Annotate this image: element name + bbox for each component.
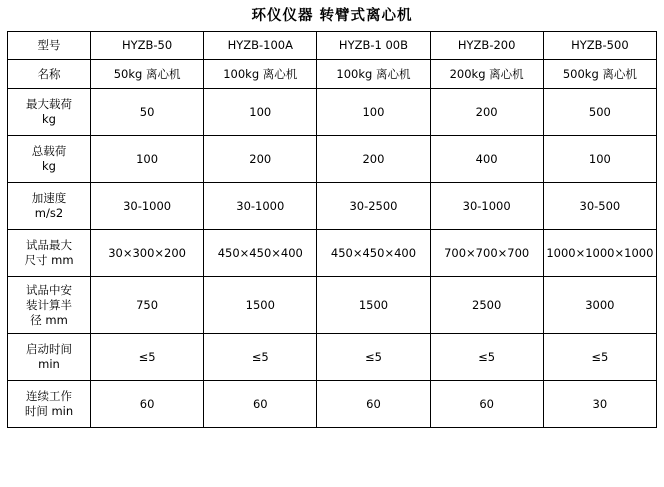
table-cell: 60: [317, 381, 430, 428]
row-label-line: 径 mm: [30, 312, 68, 327]
table-cell: ≤5: [317, 334, 430, 381]
table-cell: 100: [91, 136, 204, 183]
row-label-line: 名称: [37, 66, 61, 81]
table-cell: 30-1000: [204, 183, 317, 230]
table-cell: 30×300×200: [91, 230, 204, 277]
table-cell: 50: [91, 89, 204, 136]
table-row: [8, 230, 657, 277]
table-row: [8, 334, 657, 381]
row-label-line: 最大载荷: [26, 97, 72, 111]
table-cell: 30-1000: [430, 183, 543, 230]
row-label-line: kg: [42, 112, 56, 126]
header-cell-model-label: 型号: [8, 32, 91, 60]
header-cell-model-4: HYZB-200: [430, 32, 543, 60]
row-label-line: 加速度: [31, 191, 67, 205]
header-cell-model-5: HYZB-500: [543, 32, 656, 60]
table-row: [8, 136, 657, 183]
table-cell: 100: [317, 89, 430, 136]
table-cell: 60: [204, 381, 317, 428]
row-label: [8, 230, 91, 277]
row-label: [8, 136, 91, 183]
table-cell: 400: [430, 136, 543, 183]
table-cell: 100kg 离心机: [317, 60, 430, 89]
row-label: [8, 334, 91, 381]
table-cell: 100: [204, 89, 317, 136]
table-cell: 30: [543, 381, 656, 428]
table-cell: 3000: [543, 277, 656, 334]
table-cell: 200: [317, 136, 430, 183]
row-label-line: kg: [42, 159, 56, 173]
row-label-line: 时间 min: [24, 404, 74, 418]
row-label: [8, 89, 91, 136]
header-cell-model-1: HYZB-50: [91, 32, 204, 60]
table-cell: 450×450×400: [317, 230, 430, 277]
table-cell: 200kg 离心机: [430, 60, 543, 89]
table-cell: 30-500: [543, 183, 656, 230]
table-cell: 700×700×700: [430, 230, 543, 277]
table-row: [8, 381, 657, 428]
row-label-line: 启动时间: [26, 342, 72, 356]
table-cell: 1000×1000×1000: [543, 230, 656, 277]
row-label-line: min: [38, 357, 60, 371]
header-cell-model-2: HYZB-100A: [204, 32, 317, 60]
row-label: [8, 277, 91, 334]
table-cell: 1500: [204, 277, 317, 334]
table-cell: 60: [430, 381, 543, 428]
row-label: [8, 60, 91, 89]
table-body: [8, 32, 657, 428]
table-cell: 500kg 离心机: [543, 60, 656, 89]
table-cell: ≤5: [543, 334, 656, 381]
table-cell: 200: [204, 136, 317, 183]
table-cell: 450×450×400: [204, 230, 317, 277]
row-label-line: 总载荷: [31, 144, 67, 158]
table-cell: 1500: [317, 277, 430, 334]
table-cell: 500: [543, 89, 656, 136]
table-row: [8, 60, 657, 89]
row-label-line: 试品最大: [26, 238, 72, 252]
row-label: [8, 381, 91, 428]
row-label-line: m/s2: [34, 206, 64, 220]
row-label-line: 试品中安: [26, 282, 72, 297]
row-label-line: 装计算半: [26, 297, 72, 312]
table-row: [8, 277, 657, 334]
table-cell: ≤5: [91, 334, 204, 381]
table-cell: 100kg 离心机: [204, 60, 317, 89]
page-title: 环仪仪器 转臂式离心机: [251, 8, 413, 24]
table-cell: 30-1000: [91, 183, 204, 230]
table-cell: 60: [91, 381, 204, 428]
table-row: [8, 89, 657, 136]
table-cell: 200: [430, 89, 543, 136]
table-cell: ≤5: [204, 334, 317, 381]
table-cell: 50kg 离心机: [91, 60, 204, 89]
table-header-row: [8, 32, 657, 60]
specification-table: [7, 31, 657, 428]
table-cell: 30-2500: [317, 183, 430, 230]
table-cell: 100: [543, 136, 656, 183]
table-cell: ≤5: [430, 334, 543, 381]
row-label: [8, 183, 91, 230]
table-row: [8, 183, 657, 230]
header-cell-model-3: HYZB-1 00B: [317, 32, 430, 60]
row-label-line: 尺寸 mm: [24, 253, 74, 267]
table-cell: 750: [91, 277, 204, 334]
table-cell: 2500: [430, 277, 543, 334]
row-label-line: 连续工作: [26, 389, 72, 403]
